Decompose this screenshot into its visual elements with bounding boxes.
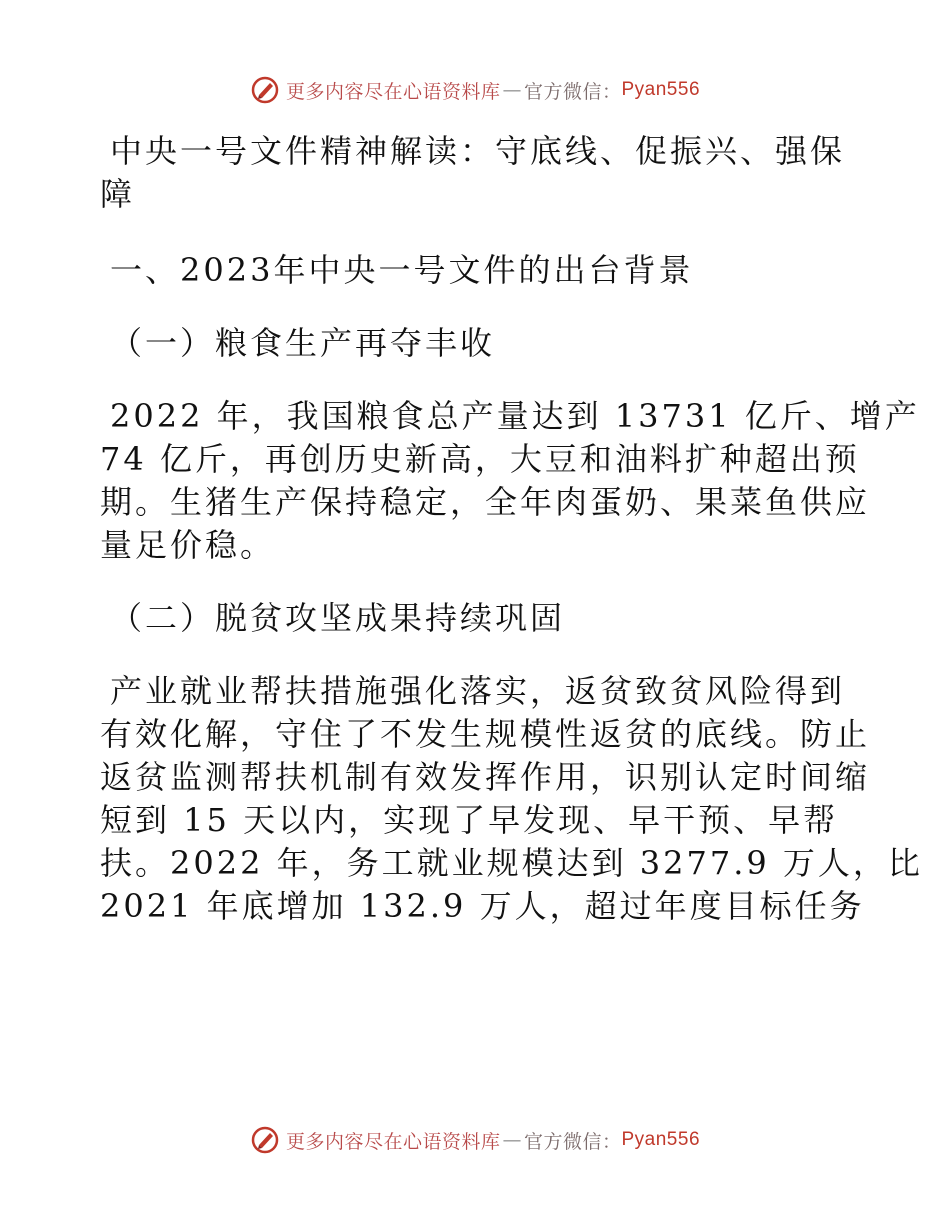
title-line: 中央一号文件精神解读：守底线、促振兴、强保	[110, 132, 846, 170]
paragraph	[100, 670, 923, 928]
paragraph-line: 短到 15 天以内，实现了早发现、早干预、早帮	[100, 801, 839, 839]
logo-icon	[250, 1125, 280, 1155]
watermark-id: Pyan556	[621, 1129, 701, 1150]
paragraph-line: 期。生猪生产保持稳定，全年肉蛋奶、果菜鱼供应	[100, 483, 871, 521]
watermark-id: Pyan556	[621, 79, 701, 100]
paragraph-line: 有效化解，守住了不发生规模性返贫的底线。防止	[100, 715, 871, 753]
paragraph-line: 产业就业帮扶措施强化落实，返贫致贫风险得到	[110, 672, 846, 710]
paragraph-line: 量足价稳。	[100, 526, 276, 564]
watermark-banner-bottom	[0, 1122, 950, 1158]
watermark-dash: —	[502, 1129, 522, 1151]
section-heading: 一、2023年中央一号文件的出台背景	[110, 251, 694, 289]
paragraph-line: 扶。2022 年，务工就业规模达到 3277.9 万人，比	[100, 844, 923, 882]
subsection-heading: （二）脱贫攻坚成果持续巩固	[110, 599, 566, 637]
watermark-label: 官方微信：	[523, 1130, 622, 1153]
paragraph-line: 2021 年底增加 132.9 万人，超过年度目标任务	[100, 887, 865, 925]
document-title	[100, 130, 860, 216]
paragraph-line: 74 亿斤，再创历史新高，大豆和油料扩种超出预	[100, 440, 860, 478]
paragraph-line: 2022 年，我国粮食总产量达到 13731 亿斤、增产	[110, 397, 920, 435]
watermark-dash: —	[502, 79, 522, 101]
title-line: 障	[100, 175, 136, 213]
paragraph-line: 返贫监测帮扶机制有效发挥作用，识别认定时间缩	[100, 758, 871, 796]
watermark-text: 更多内容尽在心语资料库	[285, 1130, 501, 1153]
watermark-text: 更多内容尽在心语资料库	[285, 80, 501, 103]
watermark-label: 官方微信：	[523, 80, 622, 103]
logo-icon	[250, 75, 280, 105]
document-body	[100, 118, 923, 928]
watermark-banner-top	[0, 72, 950, 108]
paragraph	[100, 395, 920, 567]
subsection-heading: （一）粮食生产再夺丰收	[110, 324, 496, 362]
